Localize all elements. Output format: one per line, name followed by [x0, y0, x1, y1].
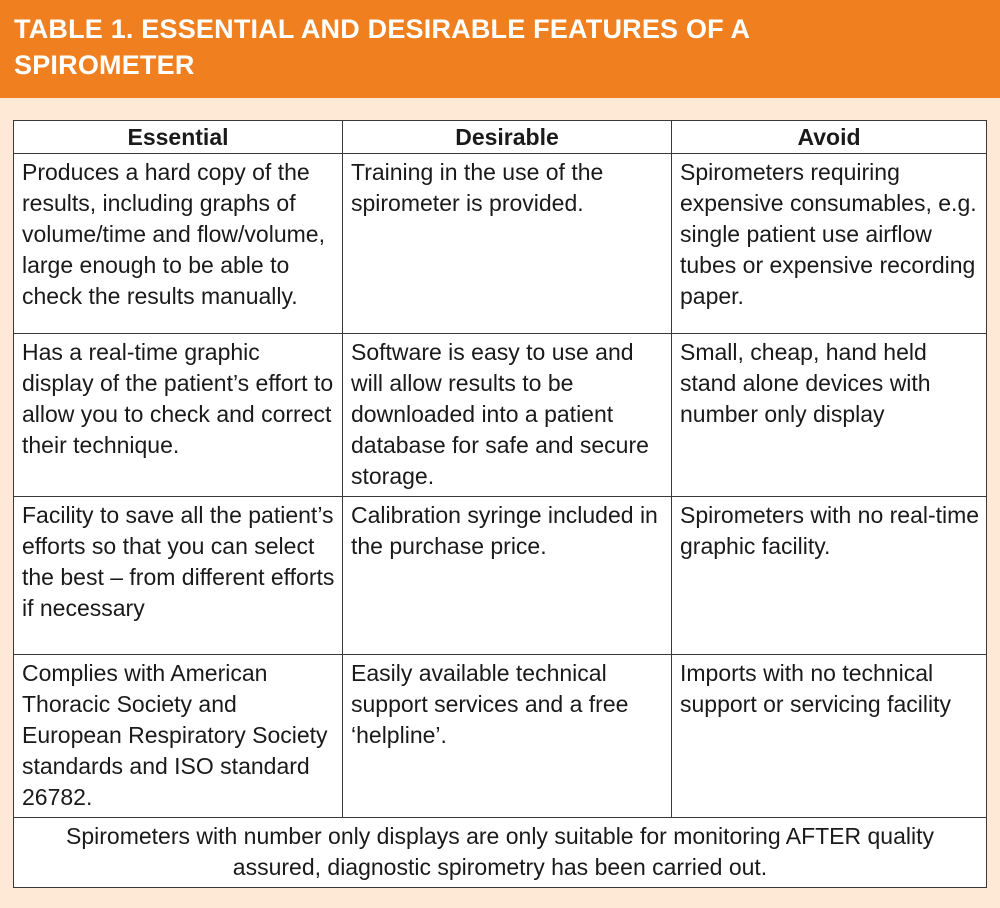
cell-essential: Facility to save all the patient’s efforts so that you can select the best – from different efforts if necessary: [14, 497, 343, 655]
table-row: [14, 154, 987, 334]
table-title-line-2: SPIROMETER: [14, 50, 195, 80]
column-header-avoid: Avoid: [672, 121, 987, 154]
table-row: [14, 334, 987, 497]
cell-desirable: Software is easy to use and will allow results to be downloaded into a patient database for safe and secure storage.: [343, 334, 672, 497]
cell-desirable: Training in the use of the spirometer is provided.: [343, 154, 672, 334]
table-footnote-row: [14, 818, 987, 888]
cell-desirable: Easily available technical support services and a free ‘helpline’.: [343, 655, 672, 818]
table-title-banner: [0, 0, 1000, 98]
table-title-line-1: TABLE 1. ESSENTIAL AND DESIRABLE FEATURES OF A: [14, 14, 751, 44]
table-footnote: Spirometers with number only displays are only suitable for monitoring AFTER quality assured, diagnostic spirometry has been carried out.: [14, 818, 987, 888]
column-header-desirable: Desirable: [343, 121, 672, 154]
cell-avoid: Spirometers with no real-time graphic facility.: [672, 497, 987, 655]
features-table-container: [13, 120, 986, 888]
cell-avoid: Imports with no technical support or servicing facility: [672, 655, 987, 818]
column-header-essential: Essential: [14, 121, 343, 154]
table-header-row: [14, 121, 987, 154]
cell-essential: Produces a hard copy of the results, including graphs of volume/time and flow/volume, large enough to be able to check the results manually.: [14, 154, 343, 334]
cell-avoid: Small, cheap, hand held stand alone devices with number only display: [672, 334, 987, 497]
cell-desirable: Calibration syringe included in the purchase price.: [343, 497, 672, 655]
cell-essential: Has a real-time graphic display of the patient’s effort to allow you to check and correct their technique.: [14, 334, 343, 497]
features-table: [13, 120, 987, 888]
cell-essential: Complies with American Thoracic Society and European Respiratory Society standards and ISO standard 26782.: [14, 655, 343, 818]
table-row: [14, 497, 987, 655]
table-row: [14, 655, 987, 818]
cell-avoid: Spirometers requiring expensive consumables, e.g. single patient use airflow tubes or expensive recording paper.: [672, 154, 987, 334]
